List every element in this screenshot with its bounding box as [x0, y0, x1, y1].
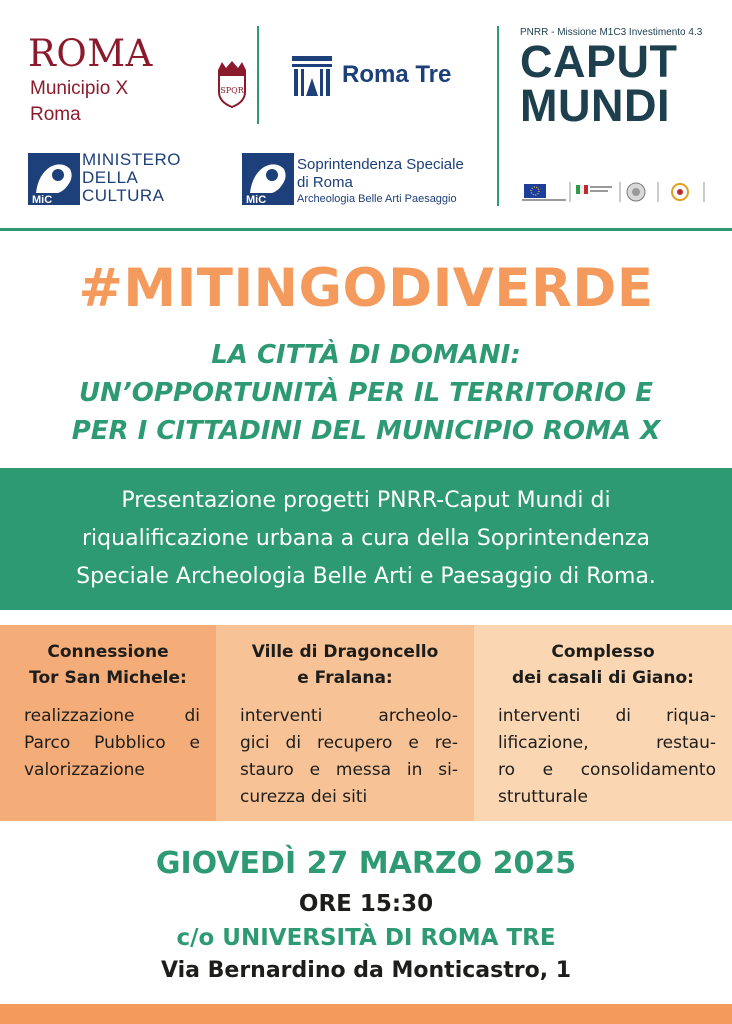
soprintendenza-line1: Soprintendenza Speciale	[297, 156, 464, 173]
header-divider-1	[257, 26, 259, 124]
subtitle-line: LA CITTÀ DI DOMANI:	[211, 340, 521, 370]
project-title-line: Tor San Michele:	[29, 668, 187, 688]
soprintendenza-line3: Archeologia Belle Arti Paesaggio	[297, 193, 457, 205]
header-separator	[0, 228, 732, 231]
project-description-line: gici di recupero e re-	[240, 733, 458, 753]
subtitle	[0, 336, 732, 450]
subtitle-line: PER I CITTADINI DEL MUNICIPIO ROMA X	[71, 416, 661, 446]
event-time: ORE 15:30	[298, 891, 434, 917]
svg-text:MiC: MiC	[246, 194, 267, 205]
intro-line: riqualificazione urbana a cura della Soprintendenza	[82, 526, 650, 551]
caput-mundi-logo	[520, 26, 720, 131]
project-title-line: Complesso	[551, 642, 655, 662]
project-description-line: realizzazione di	[24, 706, 200, 726]
project-description-line: strutturale	[498, 787, 588, 807]
caput-line: CAPUT	[520, 36, 678, 87]
funding-logos-strip	[522, 180, 708, 204]
roma-capitale-icon	[672, 184, 688, 200]
intro-text	[0, 482, 732, 596]
ministero-line2: DELLA	[82, 168, 139, 187]
hashtag-title: #MITINGODIVERDE	[78, 258, 654, 319]
spqr-crest-icon	[212, 60, 252, 108]
event-venue: c/o UNIVERSITÀ DI ROMA TRE	[176, 925, 556, 951]
project-description-line: ro e consolidamento	[498, 760, 716, 780]
project-title-line: e Fralana:	[297, 668, 393, 688]
project-description-line: valorizzazione	[24, 760, 145, 780]
soprintendenza-text	[297, 156, 464, 207]
project-title	[0, 639, 216, 691]
project-description-line: Parco Pubblico e	[24, 733, 200, 753]
ministero-line1: MINISTERO	[82, 150, 181, 169]
subtitle-line: UN’OPPORTUNITÀ PER IL TERRITORIO E	[79, 378, 653, 408]
bottom-accent-bar	[0, 1004, 732, 1024]
mic-logo-icon	[28, 153, 80, 205]
roma-tre-logo	[292, 56, 482, 96]
ministero-line3: CULTURA	[82, 186, 165, 205]
project-description-line: curezza dei siti	[240, 787, 368, 807]
mundi-line: MUNDI	[520, 80, 670, 131]
header-divider-2	[497, 26, 499, 206]
roma-municipio-line: Municipio X	[30, 78, 129, 99]
project-column-dragoncello-fralana	[216, 625, 474, 821]
intro-line: Presentazione progetti PNRR-Caput Mundi di	[121, 488, 611, 513]
project-title	[474, 639, 732, 691]
roma-title: ROMA	[28, 32, 153, 75]
mic-logo-icon	[242, 153, 294, 205]
project-title-line: Ville di Dragoncello	[251, 642, 439, 662]
svg-text:MiC: MiC	[32, 194, 53, 205]
project-description	[24, 703, 200, 784]
ministero-della-cultura-text	[82, 151, 181, 205]
project-description-line: lificazione, restau-	[498, 733, 716, 753]
eu-flag-icon	[524, 184, 546, 198]
project-title	[216, 639, 474, 691]
project-description	[498, 703, 716, 811]
republic-emblem-icon	[627, 183, 645, 201]
intro-band	[0, 468, 732, 610]
project-description	[240, 703, 458, 811]
italy-ministry-icon	[576, 185, 612, 194]
soprintendenza-line2: di Roma	[297, 174, 353, 191]
project-column-casali-di-giano	[474, 625, 732, 821]
project-title-line: Connessione	[47, 642, 169, 662]
project-title-line: dei casali di Giano:	[512, 668, 694, 688]
roma-tre-logo-icon	[292, 56, 332, 96]
project-description-line: interventi archeolo-	[240, 706, 458, 726]
project-description-line: interventi di riqua-	[498, 706, 716, 726]
svg-text:SPQR: SPQR	[220, 86, 244, 95]
roma-municipio-logo	[28, 32, 244, 134]
event-address: Via Bernardino da Monticastro, 1	[160, 958, 572, 983]
intro-line: Speciale Archeologia Belle Arti e Paesaggio di Roma.	[76, 564, 656, 589]
project-description-line: stauro e messa in si-	[240, 760, 458, 780]
project-column-tor-san-michele	[0, 625, 216, 821]
event-date: GIOVEDÌ 27 MARZO 2025	[155, 846, 577, 881]
pnrr-program-line: PNRR - Missione M1C3 Investimento 4.3	[520, 27, 703, 38]
roma-tre-name: Roma Tre	[342, 61, 452, 88]
roma-city-line: Roma	[30, 104, 81, 125]
